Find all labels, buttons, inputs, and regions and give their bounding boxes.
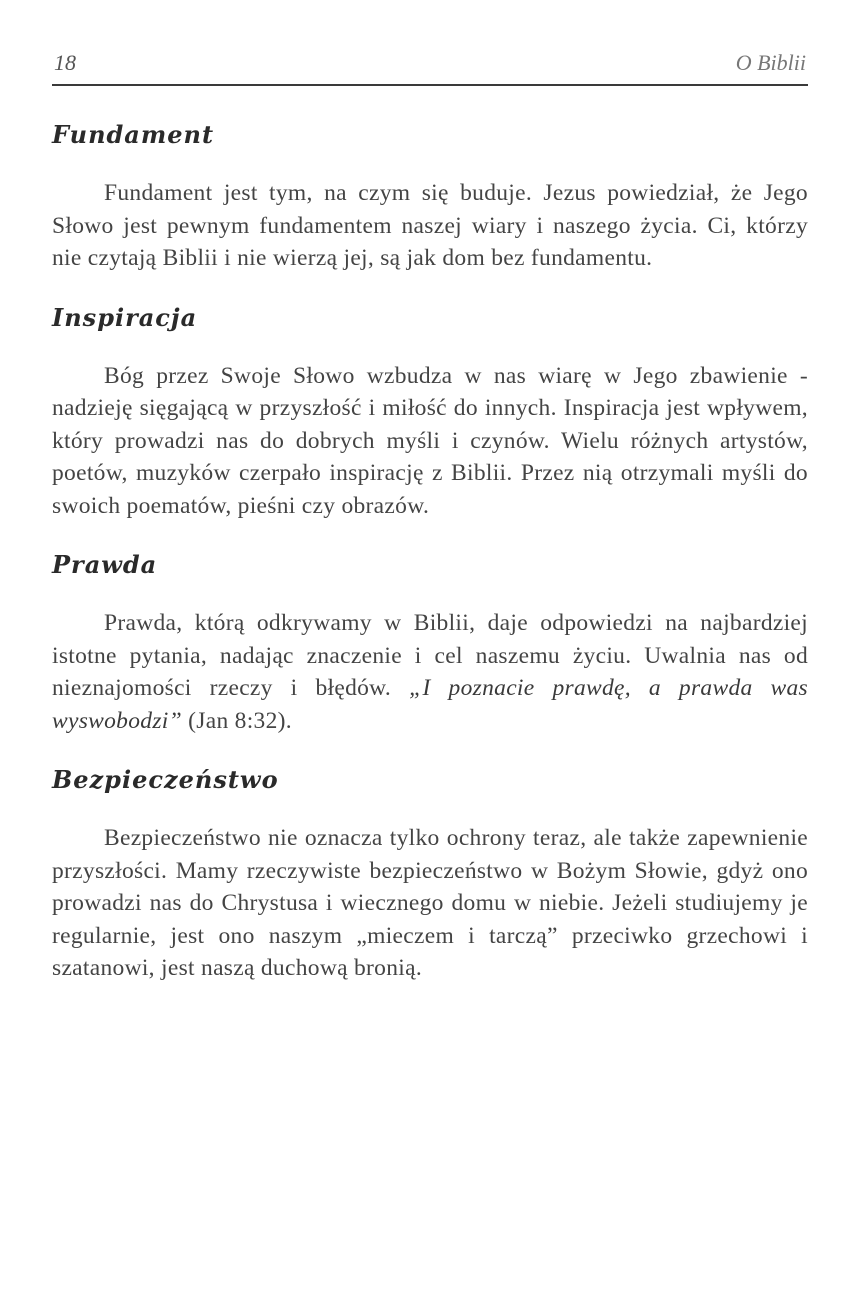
bible-quote: „I poznacie prawdę, a prawda was wyswobodzi”	[52, 675, 808, 734]
section-heading: Bezpieczeństwo	[52, 765, 279, 794]
section-bezpieczenstwo	[52, 765, 808, 985]
section-heading: Inspiracja	[52, 302, 198, 332]
paragraph-text: Prawda, którą odkrywamy w Biblii, daje odpowiedzi na najbardziej istotne pytania, nadając znaczenie i cel naszemu życiu. Uwalnia nas od nieznajomości rzeczy i błędów.	[52, 610, 808, 701]
page-number: 18	[54, 50, 76, 75]
section-paragraph: Bezpieczeństwo nie oznacza tylko ochrony teraz, ale także zapewnienie przyszłości. Mamy rzeczywiste bezpieczeństwo w Bożym Słowie, gdyż ono prowadzi nas do Chrystusa i wiecznego domu w niebie. Jeżeli studiujemy je regularnie, jest ono naszym „mieczem i tarczą” przeciwko grzechowi i szatanowi, jest naszą duchową bronią.	[52, 825, 808, 981]
header-rule	[52, 84, 808, 86]
section-prawda	[52, 550, 808, 737]
book-page	[52, 40, 808, 1013]
running-header	[52, 40, 808, 76]
section-paragraph: Bóg przez Swoje Słowo wzbudza w nas wiarę w Jego zbawienie - nadzieję sięgającą w przyszłość i miłość do innych. Inspiracja jest wpływem, który prowadzi nas do dobrych myśli i czynów. Wielu różnych artystów, poetów, muzyków czerpało inspirację z Biblii. Przez nią otrzymali myśli do swoich poematów, pieśni czy obrazów.	[52, 362, 808, 519]
section-paragraph	[52, 607, 808, 737]
section-fundament	[52, 120, 808, 275]
section-inspiracja	[52, 303, 808, 523]
section-heading: Prawda	[52, 550, 158, 579]
section-heading: Fundament	[52, 120, 215, 149]
bible-reference: (Jan 8:32).	[188, 707, 292, 734]
running-book-title: O Biblii	[735, 50, 806, 75]
section-paragraph: Fundament jest tym, na czym się buduje. Jezus powiedział, że Jego Słowo jest pewnym fundamentem naszej wiary i naszego życia. Ci, którzy nie czytają Biblii i nie wierzą jej, są jak dom bez fundamentu.	[52, 180, 808, 271]
